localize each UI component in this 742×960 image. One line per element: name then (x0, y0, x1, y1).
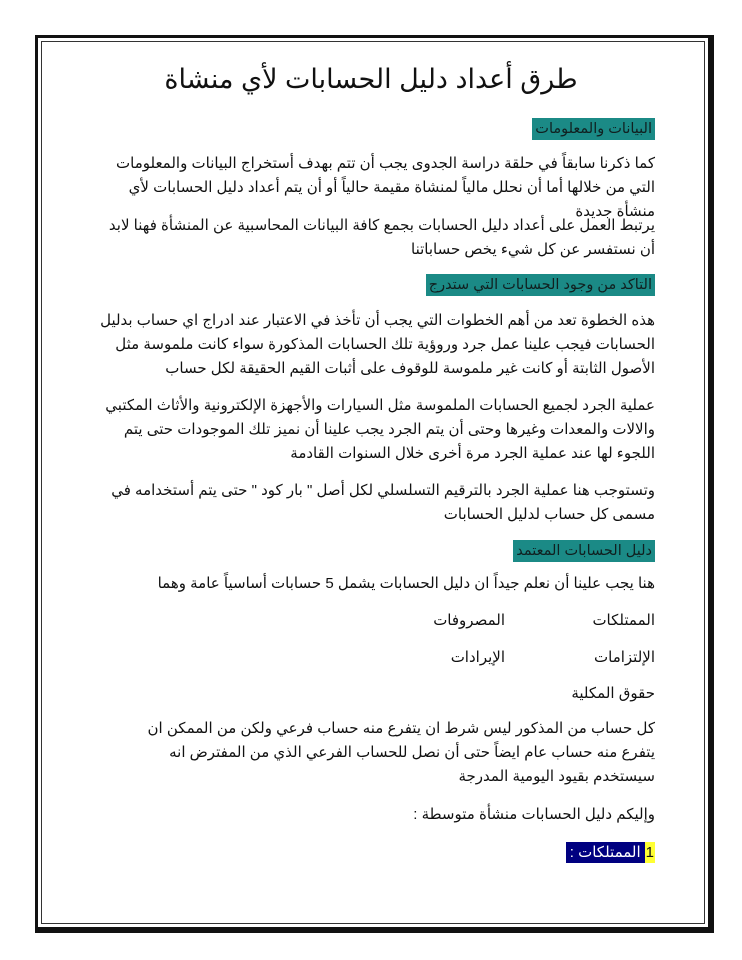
paragraph: كما ذكرنا سابقاً في حلقة دراسة الجدوى يجب أن تتم بهدف أستخراج البيانات والمعلومات التي من خلالها أما أن نحلل مالياً لمنشاة مقيمة حالياً أو أن يتم أعداد دليل الحسابات لأي منشأة جديدة (116, 155, 655, 220)
paragraph: يرتبط العمل على أعداد دليل الحسابات بجمع كافة البيانات المحاسبية عن المنشأة فهنا لابد أن نستفسر عن كل شيء يخص حساباتنا (108, 217, 655, 258)
account-item: المصروفات (433, 612, 505, 629)
paragraph: وإليكم دليل الحسابات منشأة متوسطة : (413, 806, 655, 823)
account-item: الإيرادات (450, 649, 505, 666)
account-item: حقوق المكلية (571, 685, 655, 702)
document-title: طرق أعداد دليل الحسابات لأي منشاة (164, 64, 578, 94)
account-item: الإلتزامات (594, 649, 655, 666)
heading-number: 1 (645, 844, 654, 861)
account-item: الممتلكات (592, 612, 655, 629)
intro-text: هنا يجب علينا أن نعلم جيداً ان دليل الحسابات يشمل 5 حسابات أساسياً عامة وهما (157, 575, 655, 592)
paragraph: كل حساب من المذكور ليس شرط ان يتفرع منه حساب فرعي ولكن من الممكن ان يتفرع منه حساب عام ايضاً حتى أن نصل للحساب الفرعي الذي من المفترض انه سيستخدم بقيود اليومية المدرجة (147, 720, 655, 785)
section-heading-verify: التاكد من وجود الحسابات التي ستدرج (426, 274, 655, 296)
paragraph: وتستوجب هنا عملية الجرد بالترقيم التسلسلي لكل أصل " بار كود " حتى يتم أستخدامه في مسمى كل حساب لدليل الحسابات (111, 482, 655, 523)
paragraph: هذه الخطوة تعد من أهم الخطوات التي يجب أن تأخذ في الاعتبار عند ادراج اي حساب بدليل الحسابات فيجب علينا عمل جرد وروؤية تلك الحسابات المذكورة سواء كانت ملموسة مثل الأصول الثابتة أو كانت غير ملموسة للوقوف على أثبات القيم الحقيقة لكل حساب (100, 312, 655, 377)
section-heading-chart: دليل الحسابات المعتمد (513, 540, 655, 562)
paragraph: عملية الجرد لجميع الحسابات الملموسة مثل السيارات والأجهزة الإلكترونية والأثاث المكتبي والالات والمعدات وغيرها وحتى أن يتم الجرد يجب علينا أن نميز تلك الموجودات حتى يتم اللجوء لها عند عملية الجرد مرة أخرى خلال السنوات القادمة (105, 397, 655, 462)
section-heading-data: البيانات والمعلومات (532, 118, 655, 140)
numbered-heading (566, 842, 655, 863)
heading-label: الممتلكات : (566, 842, 645, 863)
